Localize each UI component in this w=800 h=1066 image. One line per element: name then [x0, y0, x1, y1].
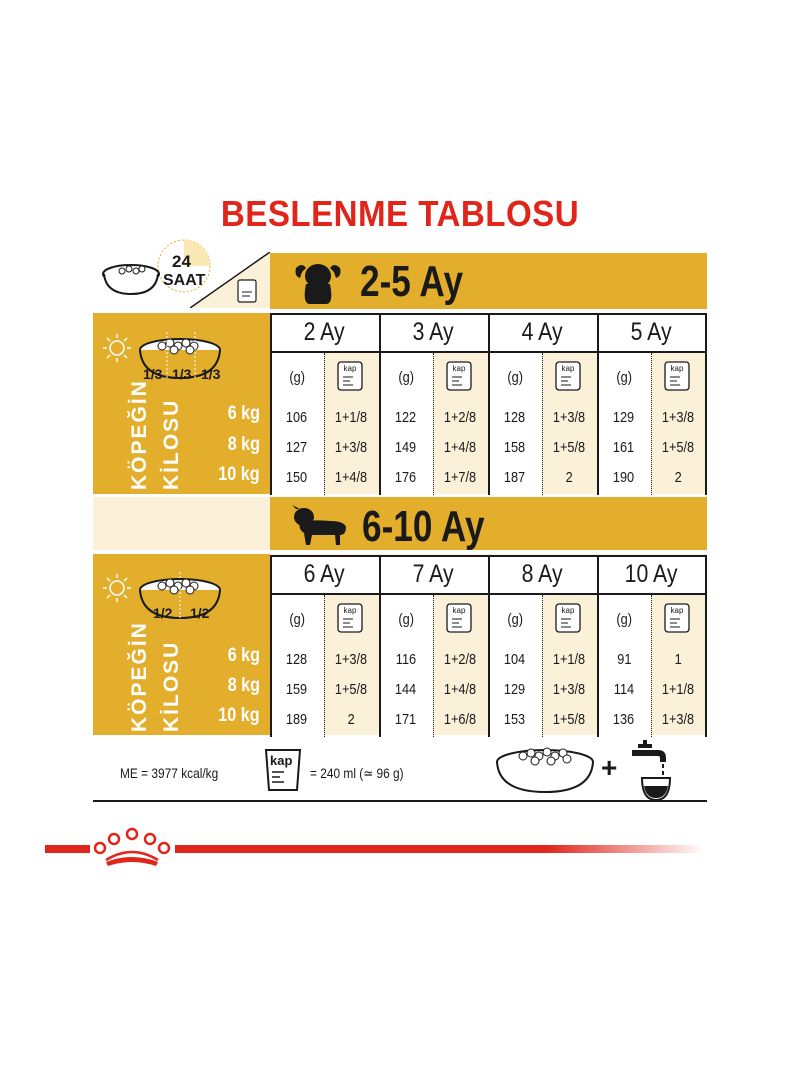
cups-value: 1+4/8	[443, 439, 477, 456]
kopegin-label-2: KÖPEĞİN	[128, 621, 151, 732]
cups-value: 1+3/8	[334, 439, 368, 456]
column-divider	[488, 555, 490, 737]
weight-2-2: 8 kg	[227, 675, 260, 696]
grams-unit: (g)	[289, 611, 305, 628]
grams-value: 116	[395, 651, 417, 668]
cups-value: 1+4/8	[334, 469, 368, 486]
row-rule	[270, 593, 707, 595]
cup-icon	[663, 602, 691, 634]
grams-value: 136	[613, 711, 635, 728]
grams-value: 176	[395, 469, 417, 486]
fraction-2-2: 1/2	[190, 605, 210, 621]
cups-value: 1+3/8	[552, 409, 586, 426]
cups-value: 1+1/8	[552, 651, 586, 668]
weight-1-2: 8 kg	[227, 434, 260, 455]
column-divider	[379, 313, 381, 495]
cups-value: 2	[347, 711, 355, 728]
water-tap-bowl-icon	[628, 740, 674, 802]
cup-label: kap	[270, 753, 293, 768]
grams-value: 158	[504, 439, 526, 456]
column-divider	[270, 555, 272, 737]
energy-label: ME = 3977 kcal/kg	[120, 765, 219, 781]
plus-sign: +	[601, 752, 618, 783]
month-label: 6 Ay	[304, 559, 345, 588]
svg-text:kap: kap	[452, 364, 466, 373]
grams-value: 150	[286, 469, 308, 486]
cup-icon	[445, 360, 473, 392]
cups-value: 2	[674, 469, 682, 486]
fraction-1-3: 1/3	[201, 366, 221, 382]
grams-value: 161	[613, 439, 635, 456]
cups-value: 1+5/8	[552, 711, 586, 728]
puppy-dog-icon	[292, 260, 344, 304]
cups-value: 1+3/8	[552, 681, 586, 698]
grams-unit: (g)	[398, 611, 414, 628]
cup-equivalence: = 240 ml (≃ 96 g)	[310, 765, 404, 781]
cup-icon	[554, 602, 582, 634]
saat-label: SAAT	[163, 272, 206, 289]
svg-text:kap: kap	[670, 606, 684, 615]
sub-divider	[433, 595, 434, 737]
measuring-cup-icon	[262, 744, 304, 794]
cups-value: 1+5/8	[334, 681, 368, 698]
kilosu-label-2: KİLOSU	[160, 640, 183, 732]
grams-value: 187	[504, 469, 526, 486]
sub-divider	[651, 353, 652, 495]
cups-value: 1	[674, 651, 682, 668]
column-divider	[488, 313, 490, 495]
svg-text:kap: kap	[561, 364, 575, 373]
cup-icon	[663, 360, 691, 392]
hours-number: 24	[172, 252, 191, 271]
cups-value: 1+1/8	[661, 681, 695, 698]
month-label: 7 Ay	[413, 559, 454, 588]
row-rule	[270, 555, 707, 557]
separator-band	[93, 497, 270, 550]
cups-value: 1+2/8	[443, 651, 477, 668]
weight-1-1: 6 kg	[227, 403, 260, 424]
svg-text:kap: kap	[670, 364, 684, 373]
column-divider	[597, 313, 599, 495]
period-title-1: 2-5 Ay	[360, 257, 464, 306]
grams-value: 104	[504, 651, 526, 668]
grams-unit: (g)	[507, 611, 523, 628]
svg-text:kap: kap	[561, 606, 575, 615]
grams-value: 159	[286, 681, 308, 698]
brand-band-left	[45, 845, 90, 853]
kilosu-label-1: KİLOSU	[160, 398, 183, 490]
grams-value: 91	[616, 651, 632, 668]
month-label: 8 Ay	[522, 559, 563, 588]
page-title: BESLENME TABLOSU	[220, 193, 580, 234]
grams-value: 144	[395, 681, 417, 698]
grams-value: 153	[504, 711, 526, 728]
cup-icon	[554, 360, 582, 392]
cups-value: 1+6/8	[443, 711, 477, 728]
column-divider	[270, 313, 272, 495]
fraction-1-2: 1/3	[172, 366, 192, 382]
grams-value: 189	[286, 711, 308, 728]
cups-value: 2	[565, 469, 573, 486]
grams-value: 190	[613, 469, 635, 486]
weight-2-1: 6 kg	[227, 645, 260, 666]
brand-band-right	[175, 845, 705, 853]
adult-dog-icon	[290, 505, 350, 547]
cup-icon	[236, 278, 258, 304]
month-label: 3 Ay	[413, 317, 454, 346]
month-label: 10 Ay	[625, 559, 678, 588]
cup-icon	[336, 602, 364, 634]
cups-value: 1+1/8	[334, 409, 368, 426]
column-divider	[705, 313, 707, 495]
svg-text:kap: kap	[452, 606, 466, 615]
svg-text:kap: kap	[343, 364, 357, 373]
period-title-2: 6-10 Ay	[362, 502, 485, 551]
sub-divider	[433, 353, 434, 495]
grams-value: 129	[504, 681, 526, 698]
bottom-rule	[93, 800, 707, 802]
food-bowl-icon	[493, 744, 597, 796]
kopegin-label-1: KÖPEĞİN	[128, 379, 151, 490]
cups-value: 1+4/8	[443, 681, 477, 698]
sub-divider	[542, 353, 543, 495]
cup-icon	[445, 602, 473, 634]
sub-divider	[542, 595, 543, 737]
cups-value: 1+7/8	[443, 469, 477, 486]
row-rule	[270, 313, 707, 315]
sub-divider	[651, 595, 652, 737]
meal-split-icon-2	[100, 570, 260, 626]
grams-value: 171	[395, 711, 417, 728]
cups-value: 1+5/8	[661, 439, 695, 456]
header-divider	[190, 252, 270, 308]
column-divider	[705, 555, 707, 737]
cups-value: 1+3/8	[334, 651, 368, 668]
grams-value: 122	[395, 409, 417, 426]
grams-unit: (g)	[616, 611, 632, 628]
sub-divider	[324, 353, 325, 495]
fraction-2-1: 1/2	[153, 605, 173, 621]
grams-value: 127	[286, 439, 308, 456]
month-label: 5 Ay	[631, 317, 672, 346]
column-divider	[379, 555, 381, 737]
fraction-1-1: 1/3	[143, 366, 163, 382]
grams-value: 114	[613, 681, 635, 698]
grams-value: 106	[286, 409, 308, 426]
grams-unit: (g)	[616, 369, 632, 386]
grams-unit: (g)	[398, 369, 414, 386]
cups-value: 1+3/8	[661, 409, 695, 426]
column-divider	[597, 555, 599, 737]
svg-text:kap: kap	[343, 606, 357, 615]
grams-value: 129	[613, 409, 635, 426]
grams-unit: (g)	[289, 369, 305, 386]
crown-logo-icon	[92, 826, 172, 868]
grams-value: 149	[395, 439, 417, 456]
month-label: 2 Ay	[304, 317, 345, 346]
cup-icon	[336, 360, 364, 392]
cups-value: 1+3/8	[661, 711, 695, 728]
sub-divider	[324, 595, 325, 737]
grams-value: 128	[504, 409, 526, 426]
grams-value: 128	[286, 651, 308, 668]
weight-1-3: 10 kg	[218, 464, 260, 485]
weight-2-3: 10 kg	[218, 705, 260, 726]
row-rule	[270, 351, 707, 353]
grams-unit: (g)	[507, 369, 523, 386]
cups-value: 1+5/8	[552, 439, 586, 456]
cups-value: 1+2/8	[443, 409, 477, 426]
month-label: 4 Ay	[522, 317, 563, 346]
